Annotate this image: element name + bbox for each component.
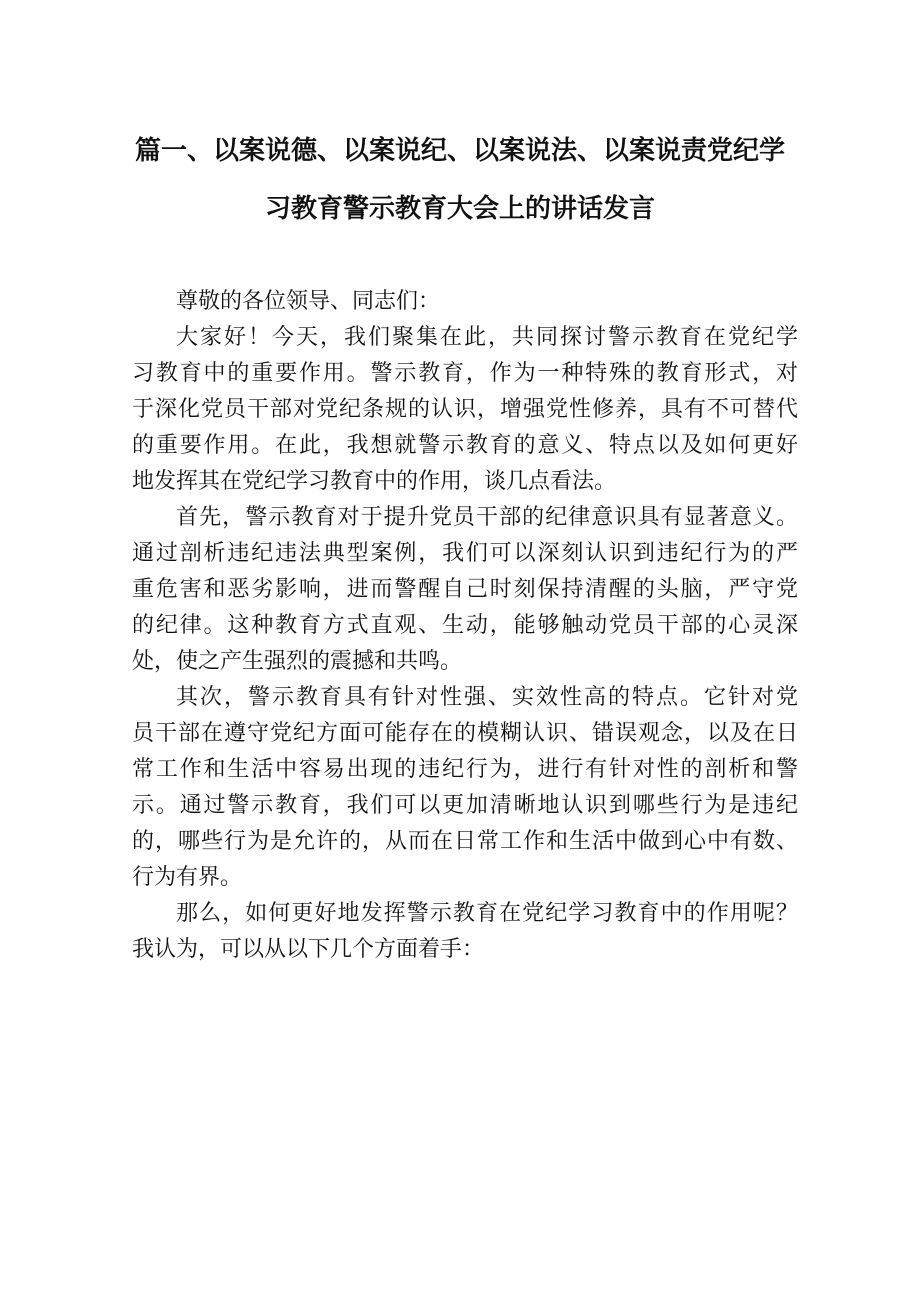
paragraph-3-line-6: 行为有界。	[132, 865, 243, 890]
paragraph-3-line-3: 常工作和生活中容易出现的违纪行为，进行有针对性的剖析和警	[132, 757, 798, 782]
paragraph-1-line-5: 地发挥其在党纪学习教育中的作用，谈几点看法。	[132, 469, 617, 494]
paragraph-3-line-4: 示。通过警示教育，我们可以更加清晰地认识到哪些行为是违纪	[132, 793, 798, 818]
paragraph-2-line-2: 通过剖析违纪违法典型案例，我们可以深刻认识到违纪行为的严	[132, 541, 798, 566]
paragraph-2-line-4: 的纪律。这种教育方式直观、生动，能够触动党员干部的心灵深	[132, 613, 798, 638]
paragraph-1-line-2: 习教育中的重要作用。警示教育，作为一种特殊的教育形式，对	[132, 361, 798, 386]
paragraph-1-line-1: 大家好！今天，我们聚集在此，共同探讨警示教育在党纪学	[176, 325, 798, 350]
paragraph-3-line-5: 的，哪些行为是允许的，从而在日常工作和生活中做到心中有数、	[132, 829, 798, 854]
paragraph-2-line-1: 首先，警示教育对于提升党员干部的纪律意识具有显著意义。	[176, 505, 798, 530]
paragraph-1-line-4: 的重要作用。在此，我想就警示教育的意义、特点以及如何更好	[132, 433, 798, 458]
document-body	[132, 284, 798, 968]
paragraph-3-line-1: 其次，警示教育具有针对性强、实效性高的特点。它针对党	[176, 685, 798, 710]
paragraph-1-line-3: 于深化党员干部对党纪条规的认识，增强党性修养，具有不可替代	[132, 397, 798, 422]
salutation: 尊敬的各位领导、同志们：	[176, 289, 441, 314]
paragraph-3-line-2: 员干部在遵守党纪方面可能存在的模糊认识、错误观念，以及在日	[132, 721, 798, 746]
paragraph-4-line-1: 那么，如何更好地发挥警示教育在党纪学习教育中的作用呢？	[176, 901, 798, 926]
paragraph-2-line-3: 重危害和恶劣影响，进而警醒自己时刻保持清醒的头脑，严守党	[132, 577, 798, 602]
document-title-line-1: 篇一、以案说德、以案说纪、以案说法、以案说责党纪学	[134, 136, 785, 166]
paragraph-2-line-5: 处，使之产生强烈的震撼和共鸣。	[132, 649, 463, 674]
paragraph-4-line-2: 我认为，可以从以下几个方面着手：	[132, 937, 485, 962]
document-title-line-2: 习教育警示教育大会上的讲话发言	[264, 194, 655, 224]
